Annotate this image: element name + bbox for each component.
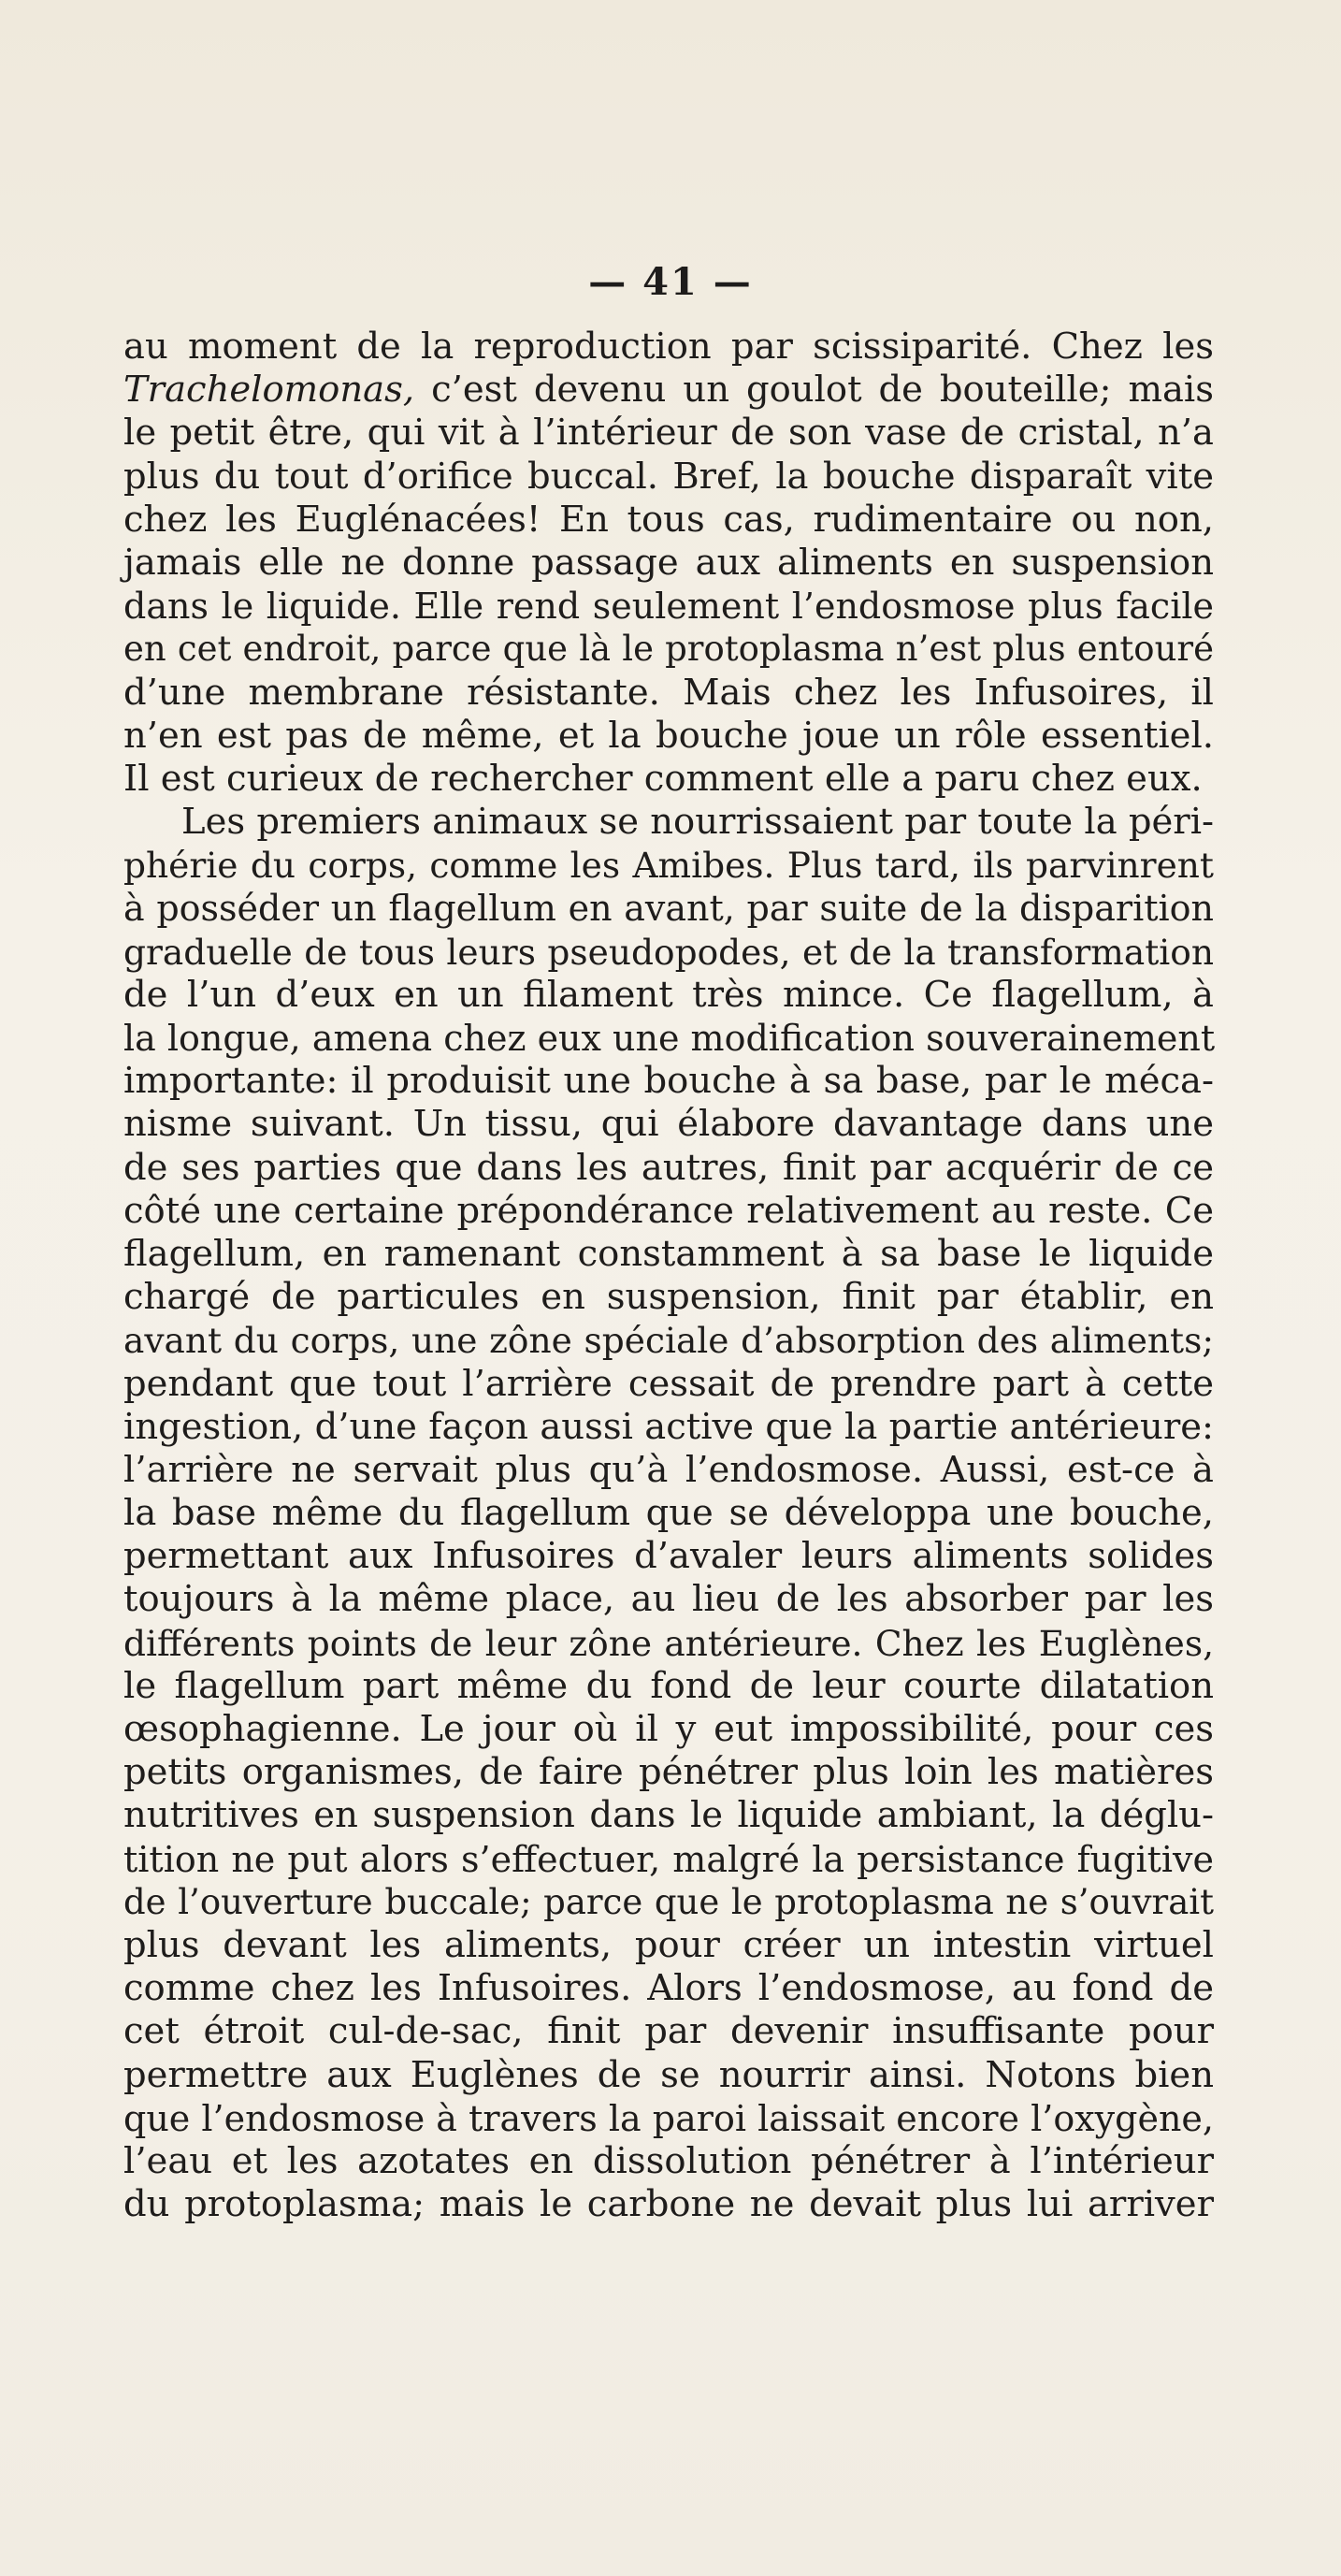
text-line: flagellum, en ramenant constamment à sa base le liquide — [123, 1232, 1214, 1275]
text-line: tition ne put alors s’effectuer, malgré la persistance fugitive — [123, 1838, 1214, 1880]
text-line: œsophagienne. Le jour où il y eut impossibilité, pour ces — [123, 1708, 1214, 1750]
text-line: plus du tout d’orifice buccal. Bref, la bouche disparaît vite — [123, 455, 1214, 498]
text-line: nisme suivant. Un tissu, qui élabore davantage dans une — [123, 1103, 1214, 1146]
text-line: comme chez les Infusoires. Alors l’endosmose, au fond de — [123, 1967, 1214, 2010]
text-line: phérie du corps, comme les Amibes. Plus tard, ils parvinrent — [123, 845, 1214, 887]
body-text — [123, 326, 1214, 2226]
text-line: dans le liquide. Elle rend seulement l’endosmose plus facile — [123, 586, 1214, 628]
text-line: le petit être, qui vit à l’intérieur de son vase de cristal, n’a — [123, 412, 1214, 455]
text-line: au moment de la reproduction par scissiparité. Chez les — [123, 326, 1214, 368]
text-line: le flagellum part même du fond de leur courte dilatation — [123, 1664, 1214, 1707]
text-line: ingestion, d’une façon aussi active que la partie antérieure: — [123, 1405, 1214, 1448]
text-line: différents points de leur zône antérieure. Chez les Euglènes, — [123, 1622, 1214, 1664]
text-line: l’arrière ne servait plus qu’à l’endosmose. Aussi, est-ce à — [123, 1448, 1214, 1491]
text-line: plus devant les aliments, pour créer un intestin virtuel — [123, 1923, 1214, 1966]
text-line: du protoplasma; mais le carbone ne devait plus lui arriver — [123, 2183, 1214, 2226]
text-line: chargé de particules en suspension, finit par établir, en — [123, 1276, 1214, 1319]
text-line: Il est curieux de rechercher comment elle a paru chez eux. — [123, 757, 1203, 800]
text-line: à posséder un flagellum en avant, par suite de la disparition — [123, 888, 1214, 930]
text-line: jamais elle ne donne passage aux aliments en suspension — [123, 541, 1214, 584]
text-line: de l’ouverture buccale; parce que le protoplasma ne s’ouvrait — [123, 1881, 1214, 1922]
text-line: d’une membrane résistante. Mais chez les Infusoires, il — [123, 671, 1214, 714]
text-line: côté une certaine prépondérance relativement au reste. Ce — [123, 1189, 1214, 1232]
text-line: permettant aux Infusoires d’avaler leurs aliments solides — [123, 1535, 1214, 1578]
text-line: la base même du flagellum que se développa une bouche, — [123, 1492, 1214, 1535]
text-line: petits organismes, de faire pénétrer plus loin les matières — [123, 1751, 1214, 1794]
text-line: toujours à la même place, au lieu de les absorber par les — [123, 1578, 1214, 1621]
text-line: de l’un d’eux en un filament très mince. Ce flagellum, à — [123, 973, 1214, 1016]
text-line: pendant que tout l’arrière cessait de prendre part à cette — [123, 1362, 1214, 1405]
text-line: l’eau et les azotates en dissolution pénétrer à l’intérieur — [123, 2139, 1214, 2182]
paragraph-start-line: Les premiers animaux se nourrissaient par toute la péri- — [181, 801, 1215, 844]
text-line: graduelle de tous leurs pseudopodes, et de la transformation — [123, 931, 1214, 973]
text-line: importante: il produisit une bouche à sa base, par le méca- — [123, 1060, 1214, 1103]
text-line: nutritives en suspension dans le liquide ambiant, la déglu- — [123, 1794, 1214, 1837]
text-line: permettre aux Euglènes de se nourrir ainsi. Notons bien — [123, 2053, 1214, 2096]
text-line-rest: c’est devenu un goulot de bouteille; mais — [414, 369, 1214, 412]
text-line: que l’endosmose à travers la paroi laissait encore l’oxygène, — [123, 2097, 1214, 2139]
text-line: chez les Euglénacées! En tous cas, rudimentaire ou non, — [123, 498, 1214, 541]
text-line: cet étroit cul-de-sac, finit par devenir insuffisante pour — [123, 2010, 1214, 2053]
text-line: avant du corps, une zône spéciale d’absorption des aliments; — [123, 1320, 1214, 1362]
text-line: de ses parties que dans les autres, finit par acquérir de ce — [123, 1146, 1214, 1189]
text-line: en cet endroit, parce que là le protoplasma n’est plus entouré — [123, 629, 1214, 670]
species-name: Trachelomonas, — [123, 369, 415, 412]
page-number: — 41 — — [588, 260, 753, 304]
text-line — [123, 369, 1214, 412]
text-line: la longue, amena chez eux une modification souverainement — [123, 1018, 1216, 1059]
text-line: n’en est pas de même, et la bouche joue un rôle essentiel. — [123, 714, 1214, 757]
